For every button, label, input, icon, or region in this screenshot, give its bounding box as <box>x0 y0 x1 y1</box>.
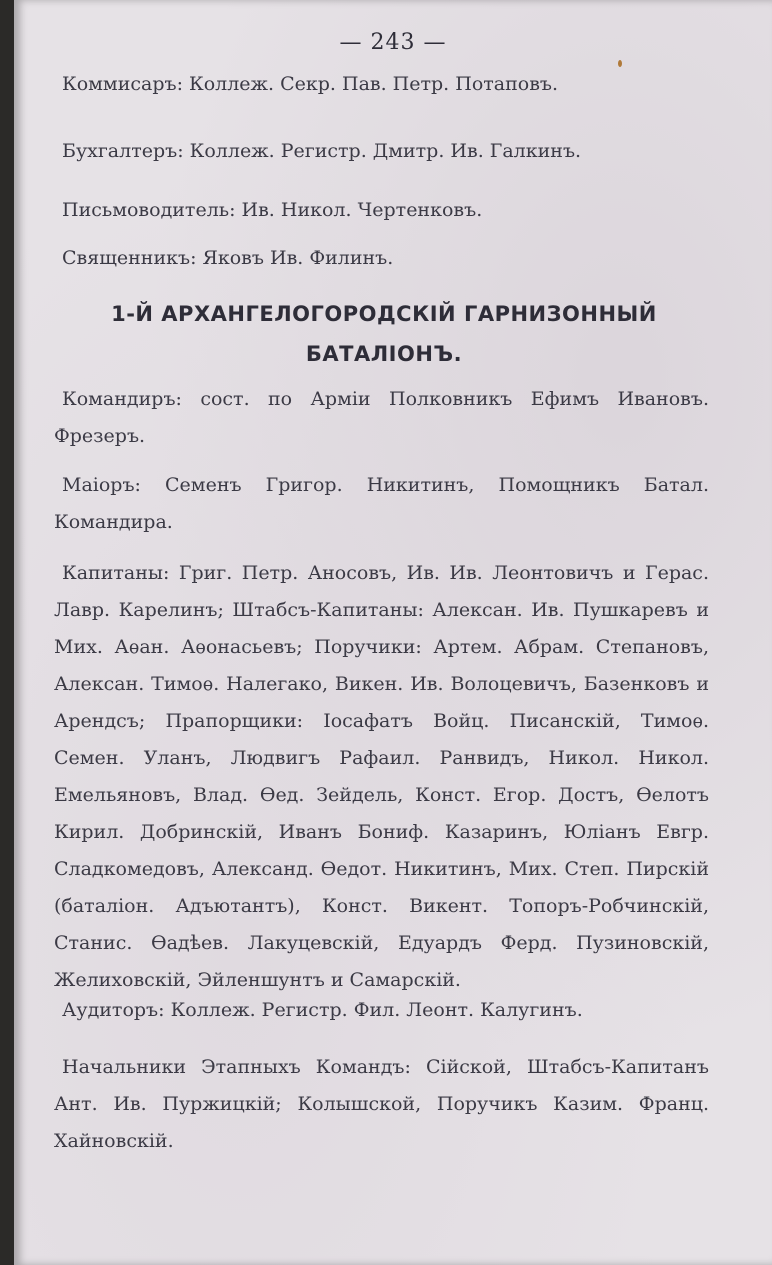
entry-clerk: Письмоводитель: Ив. Никол. Чертенковъ. <box>62 199 483 221</box>
entry-major: Маіоръ: Семенъ Григор. Никитинъ, Помощникъ Батал. Командира. <box>54 474 709 533</box>
entry-chiefs: Начальники Этапныхъ Командъ: Сійской, Штабсъ-Капитанъ Ант. Ив. Пуржицкій; Колышской, Поручикъ Казим. Франц. Хайновскій. <box>54 1056 709 1152</box>
entry-auditor: Аудиторъ: Коллеж. Регистр. Фил. Леонт. Калугинъ. <box>62 999 583 1021</box>
entry-commander: Командиръ: сост. по Арміи Полковникъ Ефимъ Ивановъ. Фрезеръ. <box>54 388 709 447</box>
section-heading-line1: 1-Й АРХАНГЕЛОГОРОДСКІЙ ГАРНИЗОННЫЙ <box>111 302 657 326</box>
section-heading <box>54 294 714 374</box>
entry-captains: Капитаны: Григ. Петр. Аносовъ, Ив. Ив. Леонтовичъ и Герас. Лавр. Карелинъ; Штабсъ-Капитаны: Алексан. Ив. Пушкаревъ и Мих. Аѳан. Аѳонасьевъ; Поручики: Артем. Абрам. Степановъ, Алексан. Тимоѳ. Налегако, Викен. Ив. Волоцевичъ, Базенковъ и Арендсъ; Прапорщики: Іосафатъ Войц. Писанскій, Тимоѳ. Семен. Уланъ, Людвигъ Рафаил. Ранвидъ, Никол. Никол. Емельяновъ, Влад. Ѳед. Зейдель, Конст. Егор. Достъ, Ѳелотъ Кирил. Добринскій, Иванъ Бониф. Казаринъ, Юліанъ Евгр. Сладкомедовъ, Александ. Ѳедот. Никитинъ, Мих. Степ. Пирскій (баталіон. Адъютантъ), Конст. Викент. Топоръ-Робчинскій, Станис. Ѳадѣев. Лакуцевскій, Едуардъ Ферд. Пузиновскій, Желиховскій, Эйленшунтъ и Самарскій. <box>54 562 709 991</box>
entry-priest: Священникъ: Яковъ Ив. Филинъ. <box>62 247 394 269</box>
page-number: — 243 — <box>339 30 447 55</box>
book-page <box>14 0 772 1265</box>
entry-accountant: Бухгалтеръ: Коллеж. Регистр. Дмитр. Ив. Галкинъ. <box>62 140 582 162</box>
entry-commissar: Коммисаръ: Коллеж. Секр. Пав. Петр. Потаповъ. <box>62 73 559 95</box>
section-heading-line2: БАТАЛІОНЪ. <box>305 342 463 366</box>
